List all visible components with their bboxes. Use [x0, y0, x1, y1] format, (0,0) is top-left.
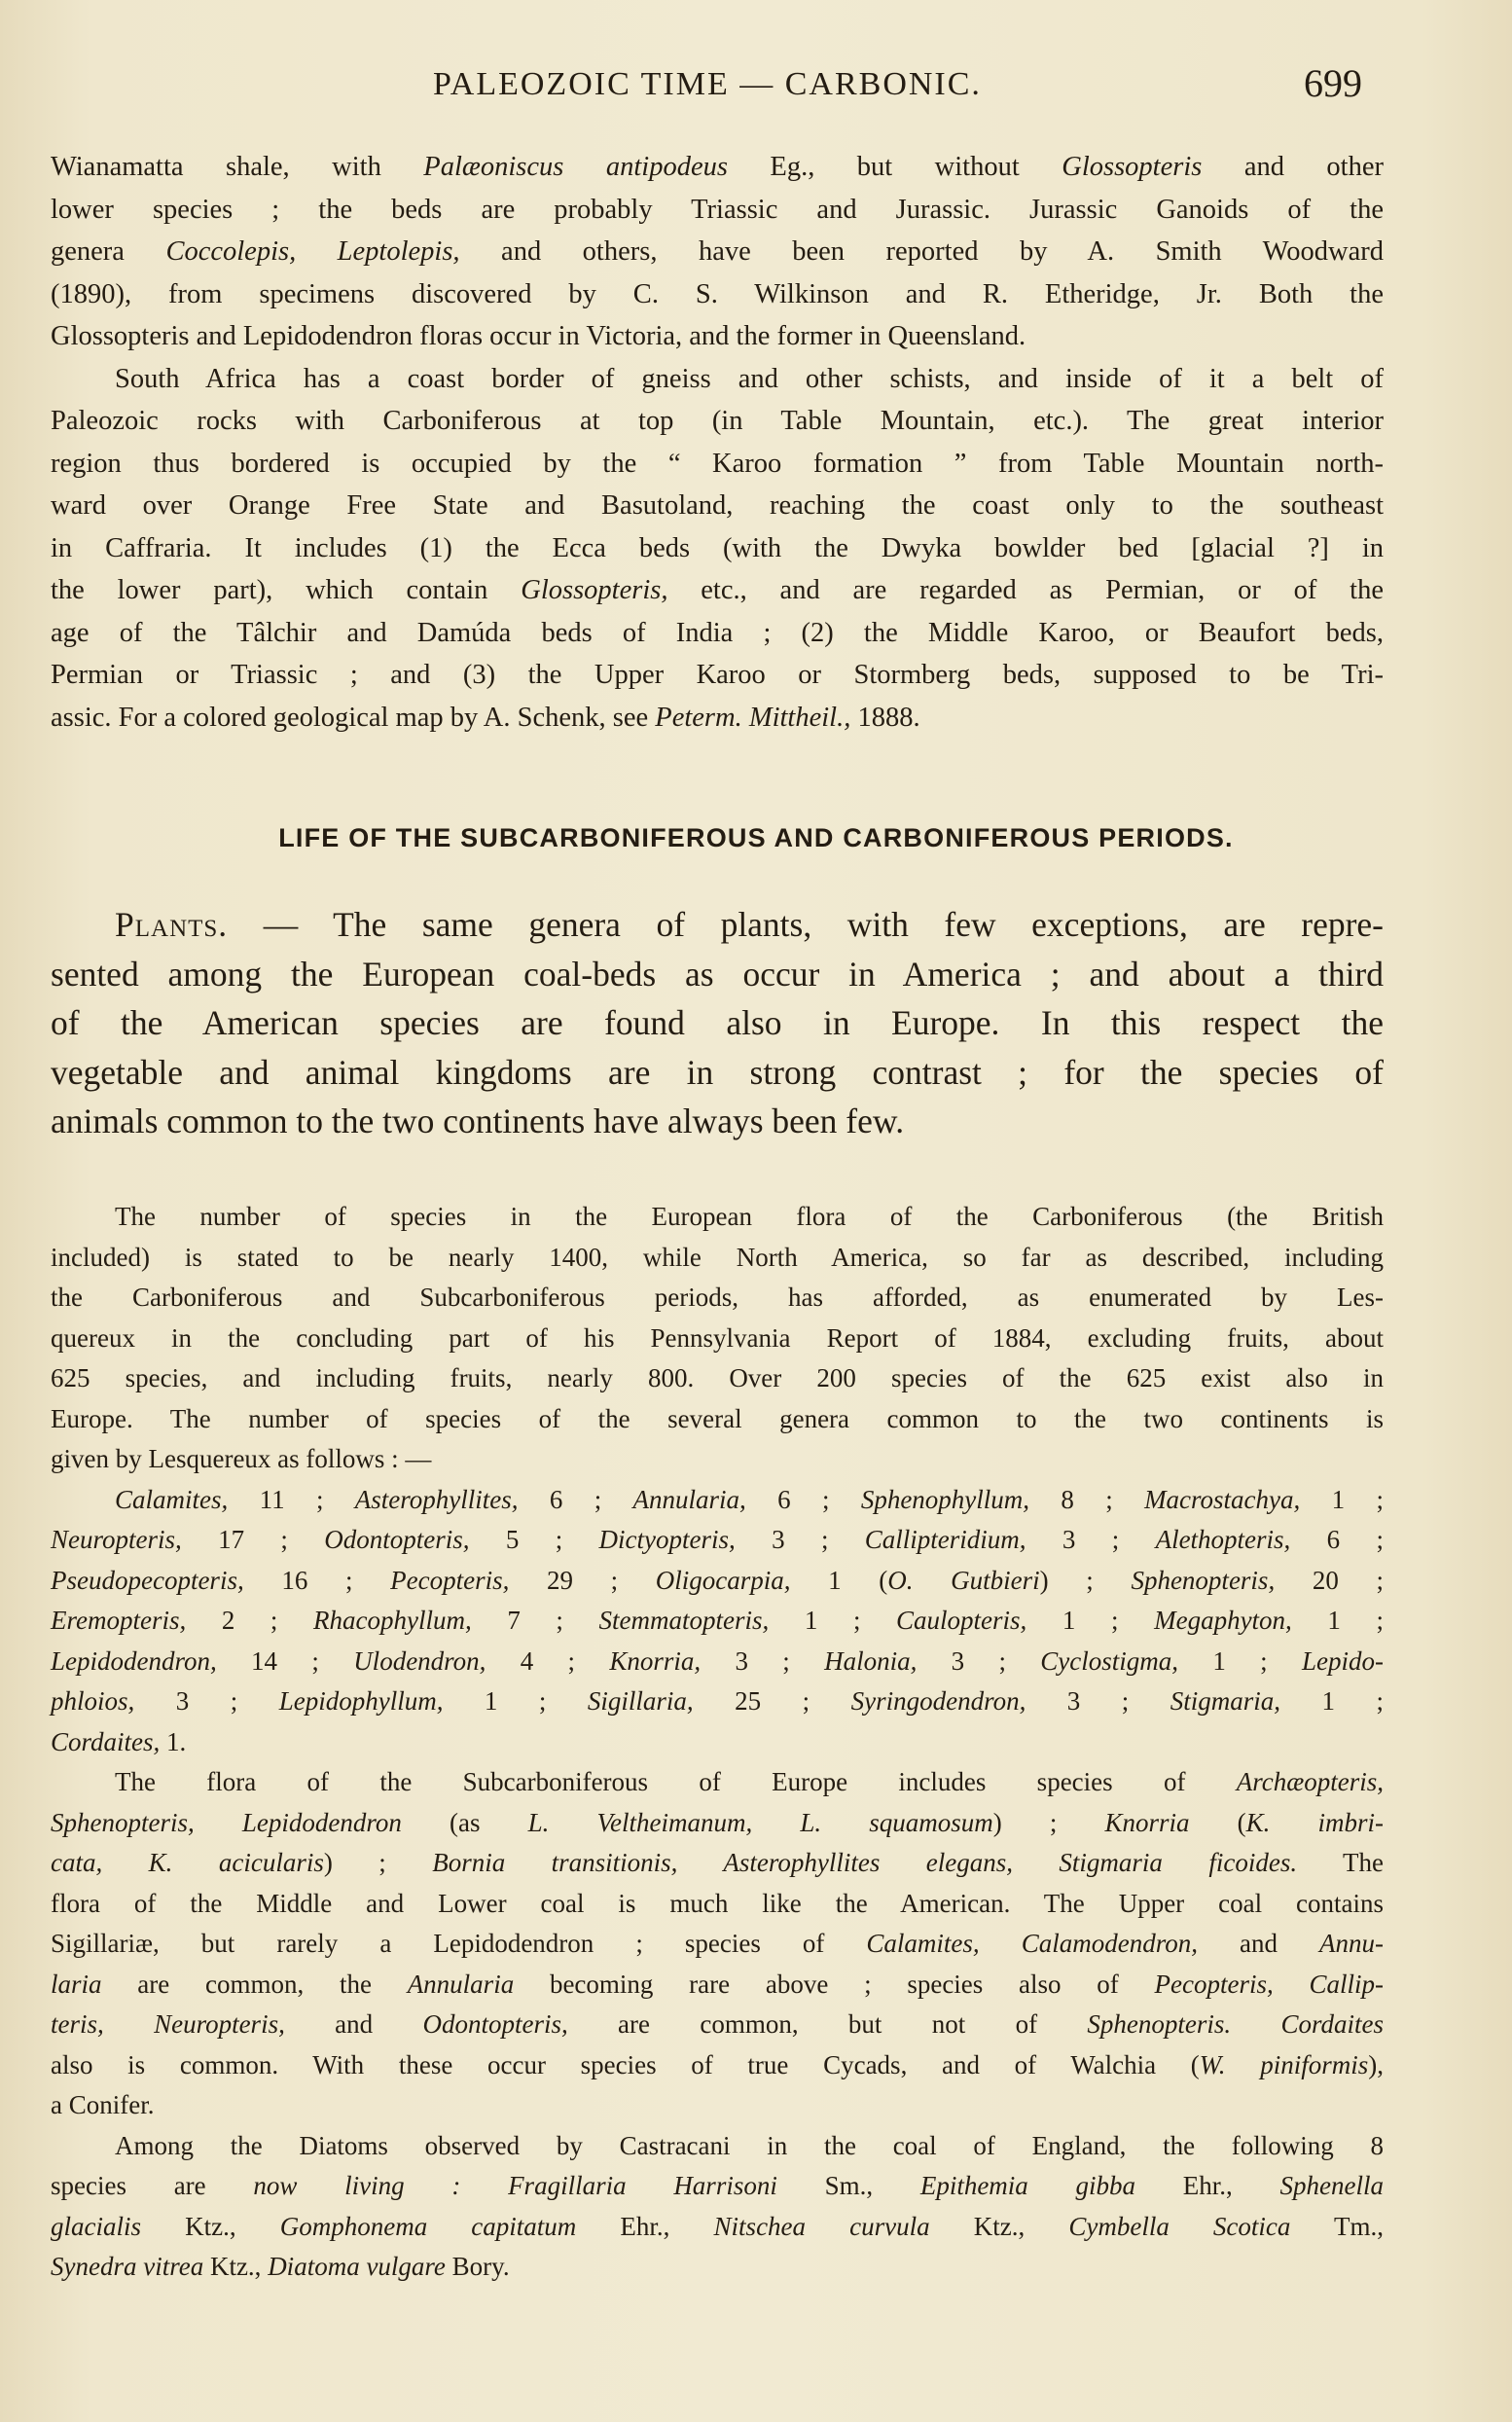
text-line	[51, 1762, 1384, 1803]
geology-section	[51, 146, 1384, 739]
text-run: 5 ;	[469, 1525, 599, 1554]
text-run: 17 ;	[181, 1525, 325, 1554]
italic-run: phloios,	[51, 1686, 135, 1716]
italic-run: Macrostachya,	[1144, 1484, 1301, 1514]
text-run: Tm.,	[1290, 2211, 1385, 2241]
text-run: and	[1197, 1929, 1320, 1958]
italic-run: K. imbri-	[1245, 1807, 1385, 1837]
italic-run: Annularia,	[632, 1484, 746, 1514]
text-line	[51, 485, 1384, 527]
running-title: PALEOZOIC TIME — CARBONIC.	[433, 66, 982, 102]
italic-run: Stigmaria,	[1170, 1686, 1281, 1716]
text-run: Ehr.,	[1135, 2171, 1280, 2200]
text-run: 1 (	[790, 1565, 888, 1595]
running-head	[0, 60, 1512, 109]
text-line	[51, 273, 1384, 316]
italic-run: Calamites, Calamodendron,	[866, 1929, 1198, 1958]
text-run: 625 species, and including fruits, nearly 800. Over 200 species of the 625 exist also in	[51, 1363, 1384, 1392]
text-run	[1231, 2009, 1280, 2039]
text-run: The	[1297, 1848, 1384, 1877]
section-heading: LIFE OF THE SUBCARBONIFEROUS AND CARBONIFEROUS PERIODS.	[278, 823, 1234, 852]
text-run: sented among the European coal-beds as occur in America ; and about a third	[51, 954, 1384, 994]
italic-run: Alethopteris,	[1155, 1525, 1291, 1554]
text-run: genera	[51, 236, 166, 267]
italic-run: Cymbella Scotica	[1068, 2211, 1291, 2241]
text-line	[51, 998, 1384, 1048]
text-line	[51, 315, 1384, 358]
text-run: etc., and are regarded as Permian, or of the	[667, 575, 1385, 605]
text-line	[51, 1924, 1384, 1965]
italic-run: Asterophyllites,	[354, 1484, 519, 1514]
text-run: included) is stated to be nearly 1400, while North America, so far as described, including	[51, 1242, 1384, 1272]
text-run: 1 ;	[1280, 1686, 1384, 1716]
text-run: ) ;	[1039, 1565, 1132, 1595]
text-run: 3 ;	[917, 1645, 1041, 1676]
text-run: The flora of the Subcarboniferous of Europe includes species of	[115, 1767, 1237, 1796]
text-run: 3 ;	[1026, 1525, 1156, 1554]
text-line	[51, 1238, 1384, 1279]
flora-section	[51, 1197, 1384, 2288]
text-run: ) ;	[323, 1848, 433, 1877]
italic-run: Pseudopecopteris,	[51, 1565, 244, 1595]
text-line	[51, 1965, 1384, 2006]
italic-run: Dictyopteris,	[598, 1525, 736, 1554]
text-run: ward over Orange Free State and Basutoland, reaching the coast only to the southeast	[51, 490, 1384, 521]
text-run: flora of the Middle and Lower coal is much like the American. The Upper coal contains	[51, 1888, 1384, 1918]
text-line	[51, 654, 1384, 697]
italic-run: Syringodendron,	[850, 1686, 1026, 1716]
text-run: assic. For a colored geological map by A. Schenk, see	[51, 702, 656, 733]
italic-run: Megaphyton,	[1154, 1606, 1292, 1635]
text-line	[51, 1843, 1384, 1884]
text-run: 8 ;	[1029, 1484, 1145, 1514]
text-run: ) ;	[992, 1807, 1105, 1837]
text-run: 11 ;	[228, 1484, 355, 1514]
text-run: 3 ;	[701, 1645, 825, 1676]
text-run: Sm.,	[776, 2171, 920, 2200]
italic-run: glacialis	[51, 2211, 141, 2241]
text-run: Permian or Triassic ; and (3) the Upper Karoo or Stormberg beds, supposed to be Tri-	[51, 660, 1384, 690]
text-run: in Caffraria. It includes (1) the Ecca beds (with the Dwyka bowlder bed [glacial ?] in	[51, 532, 1384, 563]
text-run: animals common to the two continents have always been few.	[51, 1102, 905, 1140]
italic-run: Sphenophyllum,	[860, 1484, 1030, 1514]
text-line	[51, 950, 1384, 999]
text-run: 14 ;	[216, 1645, 354, 1676]
italic-run: Glossopteris,	[521, 575, 668, 605]
text-run: 6 ;	[518, 1484, 633, 1514]
italic-run: Pecopteris, Callip-	[1154, 1969, 1384, 1999]
text-run: and other	[1202, 152, 1384, 182]
italic-run: Diatoma vulgare	[268, 2252, 446, 2281]
text-line	[51, 2045, 1384, 2086]
text-run: 1.	[160, 1726, 187, 1756]
text-run: Plants.	[115, 905, 229, 944]
italic-run: W. piniformis	[1199, 2049, 1369, 2079]
text-line	[51, 697, 1384, 740]
text-line	[51, 1601, 1384, 1642]
italic-run: Synedra vitrea	[51, 2252, 204, 2281]
text-line	[51, 1803, 1384, 1844]
page-number: 699	[1304, 61, 1362, 105]
italic-run: Odontopteris,	[422, 2009, 568, 2039]
italic-run: Knorria,	[609, 1645, 702, 1676]
italic-run: Archæopteris,	[1236, 1767, 1384, 1796]
australia-paragraph	[51, 146, 1384, 358]
italic-run: now living : Fragillaria Harrisoni	[253, 2171, 777, 2200]
text-run: given by Lesquereux as follows : —	[51, 1444, 432, 1473]
text-line	[51, 1048, 1384, 1098]
text-line	[51, 1358, 1384, 1399]
text-run: 3 ;	[735, 1525, 865, 1554]
text-run: the lower part), which contain	[51, 575, 522, 605]
text-run: — The same genera of plants, with few exceptions, are repre-	[228, 905, 1384, 944]
text-line	[51, 400, 1384, 443]
text-run: Ktz.,	[929, 2211, 1069, 2241]
italic-run: Cordaites,	[51, 1726, 161, 1756]
text-line	[51, 569, 1384, 612]
italic-run: Annu-	[1319, 1929, 1384, 1958]
text-run: ),	[1368, 2049, 1384, 2079]
italic-run: Gomphonema capitatum	[279, 2211, 577, 2241]
italic-run: Pecopteris,	[390, 1565, 510, 1595]
italic-run: Cyclostigma,	[1040, 1645, 1179, 1676]
text-run: age of the Tâlchir and Damúda beds of India ; (2) the Middle Karoo, or Beaufort beds,	[51, 617, 1384, 648]
italic-run: Halonia,	[824, 1645, 918, 1676]
text-run: 1 ;	[769, 1606, 897, 1635]
italic-run: Bornia transitionis, Asterophyllites elegans, Stigmaria ficoides.	[432, 1848, 1298, 1877]
italic-run: Stemmatopteris,	[598, 1606, 770, 1635]
text-line	[51, 146, 1384, 189]
text-line	[51, 1399, 1384, 1440]
italic-run: cata, K. acicularis	[51, 1848, 324, 1877]
text-run: The number of species in the European flora of the Carboniferous (the British	[115, 1202, 1384, 1231]
text-line	[51, 1097, 1384, 1146]
italic-run: Sphenopteris,	[1131, 1565, 1276, 1595]
text-run: are common, but not of	[567, 2009, 1088, 2039]
text-run: Ehr.,	[576, 2211, 714, 2241]
flora-count-paragraph	[51, 1197, 1384, 1480]
text-line	[51, 2085, 1384, 2126]
text-run: 3 ;	[134, 1686, 279, 1716]
italic-run: Oligocarpia,	[655, 1565, 791, 1595]
text-run: 1888.	[850, 702, 920, 733]
text-line	[51, 1197, 1384, 1238]
text-line	[51, 2005, 1384, 2045]
text-run: Among the Diatoms observed by Castracani in the coal of England, the following 8	[115, 2130, 1384, 2160]
text-run: Paleozoic rocks with Carboniferous at top (in Table Mountain, etc.). The great interior	[51, 406, 1384, 436]
italic-run: Lepido-	[1301, 1645, 1384, 1676]
text-line	[51, 1278, 1384, 1319]
italic-run: Cordaites	[1280, 2009, 1384, 2039]
subcarboniferous-paragraph	[51, 1762, 1384, 2126]
text-run: 6 ;	[745, 1484, 861, 1514]
text-line	[51, 2207, 1384, 2248]
south-africa-paragraph	[51, 358, 1384, 740]
italic-run: Calamites,	[115, 1484, 229, 1514]
text-run: and	[284, 2009, 423, 2039]
text-line	[51, 2126, 1384, 2167]
italic-run: Sigillaria,	[587, 1686, 694, 1716]
text-run: the Carboniferous and Subcarboniferous periods, has afforded, as enumerated by Les-	[51, 1283, 1384, 1312]
text-run: 1 ;	[1026, 1606, 1155, 1635]
text-run: 16 ;	[243, 1565, 391, 1595]
plants-section	[51, 900, 1384, 1146]
plants-paragraph	[51, 900, 1384, 1146]
italic-run: Coccolepis, Leptolepis,	[165, 236, 460, 267]
italic-run: Neuropteris,	[51, 1525, 182, 1554]
italic-run: Ulodendron,	[353, 1645, 486, 1676]
italic-run: L. Veltheimanum, L. squamosum	[527, 1807, 993, 1837]
text-line	[51, 1480, 1384, 1521]
italic-run: Lepidophyllum,	[278, 1686, 444, 1716]
text-run: (	[1189, 1807, 1246, 1837]
text-run: region thus bordered is occupied by the “ Karoo formation ” from Table Mountain north-	[51, 448, 1384, 479]
italic-run: Sphenopteris.	[1087, 2009, 1232, 2039]
italic-run: Lepidodendron,	[51, 1645, 217, 1676]
text-line	[51, 1319, 1384, 1359]
text-run: vegetable and animal kingdoms are in strong contrast ; for the species of	[51, 1052, 1384, 1092]
text-line	[51, 231, 1384, 273]
text-line	[51, 1520, 1384, 1561]
text-run: 1 ;	[443, 1686, 588, 1716]
text-line	[51, 1722, 1384, 1763]
text-run: 1 ;	[1291, 1606, 1384, 1635]
text-run: 20 ;	[1275, 1565, 1384, 1595]
italic-run: Eremopteris,	[51, 1606, 187, 1635]
italic-run: Sphenella	[1279, 2171, 1384, 2200]
text-line	[51, 358, 1384, 401]
text-run: Glossopteris and Lepidodendron floras occur in Victoria, and the former in Queensland.	[51, 321, 1026, 351]
italic-run: laria	[51, 1969, 102, 1999]
text-run: 7 ;	[471, 1606, 599, 1635]
text-run: Bory.	[445, 2252, 510, 2281]
italic-run: Peterm. Mittheil.,	[655, 702, 851, 733]
italic-run: Annularia	[407, 1969, 515, 1999]
italic-run: Epithemia gibba	[919, 2171, 1136, 2200]
italic-run: Rhacophyllum,	[313, 1606, 472, 1635]
text-run: species are	[51, 2171, 254, 2200]
text-run: Ktz.,	[203, 2252, 269, 2281]
text-line	[51, 1681, 1384, 1722]
text-run: are common, the	[101, 1969, 408, 1999]
text-run: quereux in the concluding part of his Pennsylvania Report of 1884, excluding fruits, about	[51, 1322, 1384, 1353]
text-line	[51, 443, 1384, 486]
text-line	[51, 1439, 1384, 1480]
text-line	[51, 1884, 1384, 1925]
text-run: Ktz.,	[141, 2211, 280, 2241]
italic-run: O. Gutbieri	[887, 1565, 1040, 1595]
text-run: 25 ;	[693, 1686, 851, 1716]
text-run: a Conifer.	[51, 2090, 155, 2119]
text-line	[51, 1561, 1384, 1602]
italic-run: Knorria	[1104, 1807, 1190, 1837]
italic-run: Callipteridium,	[864, 1525, 1026, 1554]
italic-run: Odontopteris,	[324, 1525, 470, 1554]
text-run: Europe. The number of species of the several genera common to the two continents is	[51, 1403, 1384, 1433]
text-run: 3 ;	[1026, 1686, 1170, 1716]
italic-run: Sphenopteris, Lepidodendron	[51, 1807, 402, 1837]
italic-run: Caulopteris,	[896, 1606, 1027, 1635]
text-run: 2 ;	[186, 1606, 314, 1635]
text-line	[51, 189, 1384, 232]
text-line	[51, 612, 1384, 655]
text-run: 6 ;	[1290, 1525, 1384, 1554]
text-line	[51, 900, 1384, 950]
text-run: also is common. With these occur species of true Cycads, and of Walchia (	[51, 2049, 1200, 2079]
text-line	[51, 2247, 1384, 2288]
text-run: Sigillariæ, but rarely a Lepidodendron ; species of	[51, 1929, 867, 1958]
italic-run: Nitschea curvula	[713, 2211, 930, 2241]
text-run: (1890), from specimens discovered by C. S. Wilkinson and R. Etheridge, Jr. Both the	[51, 278, 1384, 309]
text-run: Wianamatta shale, with	[51, 152, 424, 182]
text-line	[51, 527, 1384, 570]
italic-run: teris, Neuropteris,	[51, 2009, 285, 2039]
diatoms-paragraph	[51, 2126, 1384, 2288]
text-run: of the American species are found also in Europe. In this respect the	[51, 1003, 1384, 1042]
text-line	[51, 2166, 1384, 2207]
italic-run: Glossopteris	[1062, 152, 1203, 182]
text-run: (as	[401, 1807, 528, 1837]
text-run: 1 ;	[1300, 1484, 1384, 1514]
text-run: South Africa has a coast border of gneiss and other schists, and inside of it a belt of	[115, 363, 1384, 394]
text-line	[51, 1642, 1384, 1682]
text-run: and others, have been reported by A. Smith Woodward	[459, 236, 1384, 267]
text-run: becoming rare above ; species also of	[514, 1969, 1155, 1999]
italic-run: Palæoniscus antipodeus	[423, 152, 728, 182]
genera-list	[51, 1480, 1384, 1763]
text-run: 29 ;	[509, 1565, 656, 1595]
text-run: lower species ; the beds are probably Triassic and Jurassic. Jurassic Ganoids of the	[51, 194, 1384, 225]
text-run: 1 ;	[1178, 1645, 1302, 1676]
text-run: Eg., but without	[727, 152, 1062, 182]
text-run: 4 ;	[486, 1645, 610, 1676]
